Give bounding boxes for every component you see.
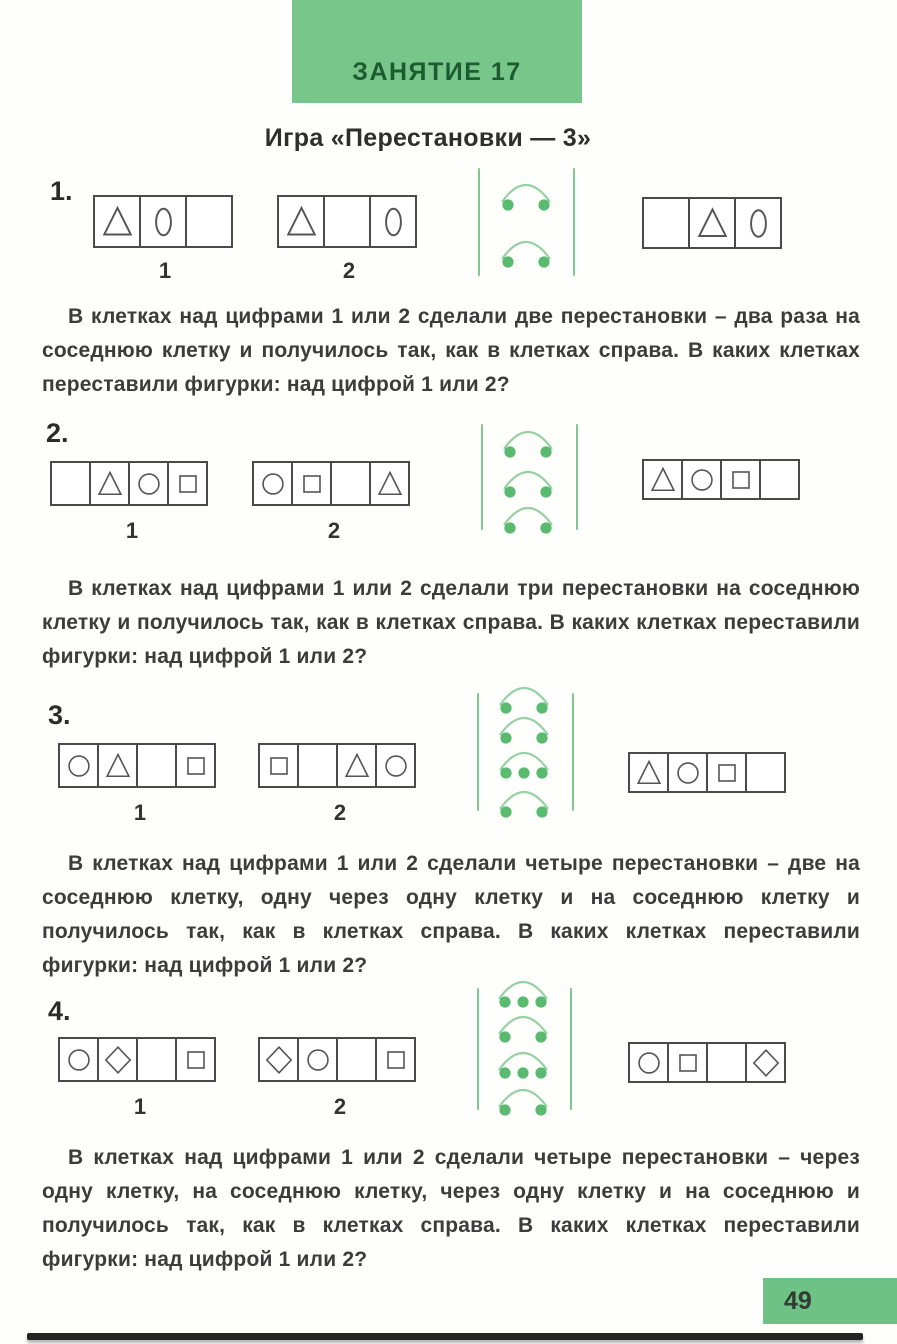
square-shape-icon: [711, 757, 743, 789]
cell-circle: [128, 461, 169, 506]
cell-diamond: [258, 1037, 299, 1082]
triangle-shape-icon: [102, 748, 134, 784]
circle-shape-icon: [63, 748, 95, 784]
swap-arc-adjacent: [492, 709, 556, 745]
exercise-number: 1.: [50, 176, 73, 206]
result-row: [628, 1042, 786, 1083]
cell-triangle: [642, 459, 683, 500]
cell-circle: [681, 459, 722, 500]
exercise-text: В клетках над цифрами 1 или 2 сделали две перестановки – два раза на соседнюю клетку и получилось так, как в клетках справа. В каких клетках переставили фигурки: над цифрой 1 или 2?: [42, 305, 860, 396]
triangle-shape-icon: [647, 464, 679, 496]
cell-square: [175, 1037, 216, 1082]
divider-line-left: [478, 168, 480, 276]
swap-arc-adjacent: [491, 1081, 555, 1117]
exercise-number: 4.: [48, 996, 71, 1026]
swap-arc-icon: [491, 1044, 555, 1080]
swap-arc-icon: [491, 973, 555, 1009]
circle-shape-icon: [257, 466, 289, 502]
circle-shape-icon: [380, 748, 412, 784]
page-number: 49: [784, 1286, 812, 1315]
cell-empty: [297, 743, 338, 788]
circle-shape-icon: [63, 1042, 95, 1078]
oval-shape-icon: [374, 200, 413, 244]
cell-empty: [136, 1037, 177, 1082]
cell-square: [258, 743, 299, 788]
source-row-2: [277, 195, 417, 248]
cell-triangle: [336, 743, 377, 788]
cell-triangle: [369, 461, 410, 506]
cell-square: [167, 461, 208, 506]
divider-line-left: [477, 988, 479, 1110]
row-label-2: 2: [342, 258, 356, 283]
cell-triangle: [688, 197, 736, 249]
cell-empty: [745, 752, 786, 793]
source-row-2: [258, 1037, 416, 1082]
row-label-1: 1: [133, 1094, 147, 1119]
row-label-1: 1: [133, 800, 147, 825]
result-row: [642, 197, 782, 249]
circle-shape-icon: [686, 464, 718, 496]
cell-square: [667, 1042, 708, 1083]
cell-oval: [139, 195, 187, 248]
lesson-badge-label: ЗАНЯТИЕ 17: [352, 58, 522, 86]
cell-triangle: [628, 752, 669, 793]
exercise-text: В клетках над цифрами 1 или 2 сделали четыре перестановки – через одну клетку, на соседнюю клетку, через одну клетку и на соседнюю и получилось так, как в клетках справа. В каких клетках переставили фигурки: над цифрой 1 или 2?: [42, 1146, 860, 1271]
square-shape-icon: [180, 1042, 212, 1078]
swap-arc-icon: [492, 709, 556, 745]
cell-circle: [252, 461, 293, 506]
cell-oval: [369, 195, 417, 248]
row-label-2: 2: [333, 1094, 347, 1119]
diamond-shape-icon: [102, 1042, 134, 1078]
cell-circle: [58, 743, 99, 788]
cell-empty: [185, 195, 233, 248]
circle-shape-icon: [672, 757, 704, 789]
circle-shape-icon: [633, 1047, 665, 1079]
divider-line-left: [477, 693, 479, 811]
cell-circle: [667, 752, 708, 793]
swap-arc-icon: [494, 176, 558, 212]
divider-line-right: [573, 168, 575, 276]
triangle-shape-icon: [282, 200, 321, 244]
swap-arc-adjacent: [496, 499, 560, 535]
cell-square: [375, 1037, 416, 1082]
source-row-2: [252, 461, 410, 506]
result-row: [628, 752, 786, 793]
square-shape-icon: [380, 1042, 412, 1078]
swap-arc-icon: [494, 233, 558, 269]
cell-square: [175, 743, 216, 788]
diamond-shape-icon: [750, 1047, 782, 1079]
square-shape-icon: [296, 466, 328, 502]
cell-triangle: [93, 195, 141, 248]
divider-line-right: [570, 988, 572, 1110]
cell-triangle: [89, 461, 130, 506]
triangle-shape-icon: [94, 466, 126, 502]
triangle-shape-icon: [693, 202, 732, 245]
cell-empty: [759, 459, 800, 500]
cell-empty: [706, 1042, 747, 1083]
swap-arc-icon: [492, 783, 556, 819]
swap-arc-icon: [496, 423, 560, 459]
row-label-1: 1: [158, 258, 172, 283]
cell-triangle: [97, 743, 138, 788]
cell-empty: [336, 1037, 377, 1082]
square-shape-icon: [180, 748, 212, 784]
source-row-2: [258, 743, 416, 788]
swap-arc-adjacent: [494, 233, 558, 269]
triangle-shape-icon: [633, 757, 665, 789]
swap-arc-icon: [491, 1008, 555, 1044]
cell-square: [706, 752, 747, 793]
triangle-shape-icon: [341, 748, 373, 784]
swap-arc-icon: [492, 744, 556, 780]
diamond-shape-icon: [263, 1042, 295, 1078]
square-shape-icon: [672, 1047, 704, 1079]
swap-arc-skip: [492, 744, 556, 780]
exercise-text: В клетках над цифрами 1 или 2 сделали четыре перестановки – две на соседнюю клетку, одну через одну клетку и на соседнюю клетку и получилось так, как в клетках справа. В каких клетках переставили фигурки: над цифрой 1 или 2?: [42, 852, 860, 977]
cell-square: [720, 459, 761, 500]
source-row-1: [93, 195, 233, 248]
lesson-badge: [292, 0, 582, 103]
row-label-2: 2: [327, 518, 341, 543]
swap-arc-skip: [491, 973, 555, 1009]
swap-arc-adjacent: [496, 463, 560, 499]
divider-line-right: [576, 424, 578, 530]
cell-diamond: [97, 1037, 138, 1082]
cell-empty: [330, 461, 371, 506]
source-row-1: [50, 461, 208, 506]
oval-shape-icon: [144, 200, 183, 244]
cell-diamond: [745, 1042, 786, 1083]
row-label-2: 2: [333, 800, 347, 825]
swap-arc-adjacent: [494, 176, 558, 212]
exercise-text: В клетках над цифрами 1 или 2 сделали три перестановки на соседнюю клетку и получилось так, как в клетках справа. В каких клетках переставили фигурки: над цифрой 1 или 2?: [42, 577, 860, 668]
swap-arc-adjacent: [491, 1008, 555, 1044]
cell-oval: [734, 197, 782, 249]
result-row: [642, 459, 800, 500]
square-shape-icon: [172, 466, 204, 502]
page-title: Игра «Перестановки — 3»: [264, 124, 592, 152]
page-number-bar: [763, 1278, 897, 1324]
oval-shape-icon: [739, 202, 778, 245]
scan-edge-artifact: [27, 1333, 863, 1340]
swap-arc-adjacent: [492, 783, 556, 819]
swap-arc-skip: [491, 1044, 555, 1080]
row-label-1: 1: [125, 518, 139, 543]
source-row-1: [58, 743, 216, 788]
swap-arc-icon: [496, 463, 560, 499]
swap-arc-icon: [491, 1081, 555, 1117]
cell-circle: [375, 743, 416, 788]
triangle-shape-icon: [374, 466, 406, 502]
cell-empty: [50, 461, 91, 506]
circle-shape-icon: [302, 1042, 334, 1078]
circle-shape-icon: [133, 466, 165, 502]
triangle-shape-icon: [98, 200, 137, 244]
divider-line-right: [572, 693, 574, 811]
cell-empty: [642, 197, 690, 249]
swap-arc-icon: [496, 499, 560, 535]
source-row-1: [58, 1037, 216, 1082]
exercise-number: 2.: [46, 418, 69, 448]
cell-circle: [297, 1037, 338, 1082]
divider-line-left: [481, 424, 483, 530]
square-shape-icon: [725, 464, 757, 496]
swap-arc-adjacent: [496, 423, 560, 459]
cell-circle: [58, 1037, 99, 1082]
cell-empty: [323, 195, 371, 248]
exercise-number: 3.: [48, 700, 71, 730]
cell-empty: [136, 743, 177, 788]
cell-triangle: [277, 195, 325, 248]
cell-square: [291, 461, 332, 506]
cell-circle: [628, 1042, 669, 1083]
square-shape-icon: [263, 748, 295, 784]
